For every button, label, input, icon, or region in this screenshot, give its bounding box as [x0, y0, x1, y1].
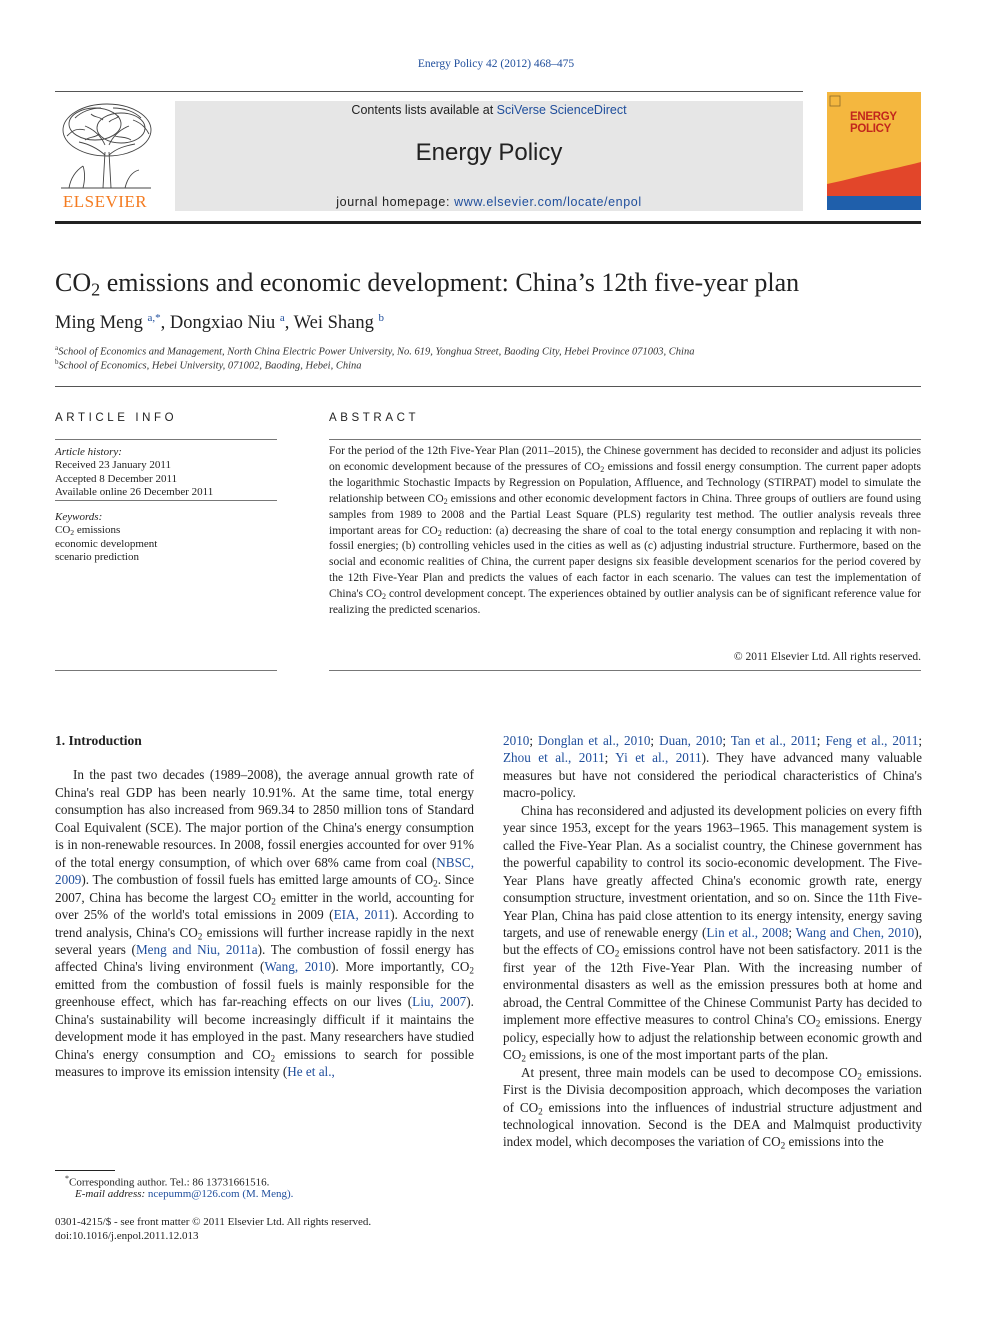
- affiliation-text: School of Economics, Hebei University, 071002, Baoding, Hebei, China: [58, 360, 362, 372]
- article-info-heading: ARTICLE INFO: [55, 412, 178, 424]
- reference-link[interactable]: Wang and Chen, 2010: [795, 924, 915, 940]
- reference-link[interactable]: Tan et al., 2011: [730, 733, 817, 748]
- keywords-label: Keywords:: [55, 511, 103, 523]
- body-paragraph: China has reconsidered and adjusted its development policies on every fifth year since 1953, except for the years 1963–1965. This management system is called the Five-Year Plan. As a socialist country, the Chinese government has the powerful capability to control its socio-economic development. The Five-Year Plans have greatly affected China's economic growth rate, energy consumption structure, investment orientation, and so on. Since the 11th Five-Year Plan, China has paid close attention to its energy intensity, energy saving targets, and use of renewable energy (Lin et al., 2008; Wang and Chen, 2010), but the effects of $CO_2$ emissions control have not been satisfactory. 2011 is the first year of the 12th Five-Year Plan. With the increasing number of environmental disasters as well as the emission pressures both at home and abroad, the Central Committee of the Chinese Communist Party has decided to implement more effective measures to control China's $CO_2$ emissions. Energy policy, especially how to adjust the relationship between economic growth and $CO_2$ emissions, is one of the most important parts of the plan.: [503, 802, 922, 1064]
- affiliation-text: School of Economics and Management, North China Electric Power University, No. 619, Yonghua Street, Baoding City, Hebei Province 071003, China: [58, 346, 695, 358]
- reference-link[interactable]: Liu, 2007: [412, 994, 467, 1010]
- article-info-rule: [55, 439, 277, 440]
- author-name[interactable]: Dongxiao Niu: [169, 313, 276, 334]
- author-name[interactable]: Wei Shang: [293, 313, 374, 334]
- corresponding-author-text: Corresponding author. Tel.: 86 13731661516.: [69, 1176, 270, 1189]
- sciencedirect-link[interactable]: SciVerse ScienceDirect: [496, 103, 627, 117]
- email-link[interactable]: ncepumm@126.com (M. Meng).: [147, 1188, 294, 1200]
- accepted-date: Accepted 8 December 2011: [55, 472, 178, 485]
- cover-title: [850, 111, 897, 135]
- abstract-heading: ABSTRACT: [329, 412, 420, 424]
- abstract-text: For the period of the 12th Five-Year Plan (2011–2015), the Chinese government has decided to reconsider and adjust its policies on economic development because of the pressures of $CO_2$ emissions and fossil energy consumption. The current paper adopts the logarithmic Stochastic Impacts by Regression on Population, Affluence, and Technology (STIRPAT) model to simulate the relationship between $CO_2$ emissions and other economic development factors in China. Three groups of outliers are found using samples from 1989 to 2008 and the Partial Least Square (PLS) regularity test method. The outlier analysis reveals three important areas for $CO_2$ reduction: (a) decreasing the share of coal to the total energy consumption and replacing it with non-fossil energies; (b) controlling vehicles used in the cities as well as (c) adjusting industrial structure. Furthermore, based on the social and economic realities of China, the current paper designs six feasible development scenarios for the period covered by the 12th Five-Year Plan and predicts the values of each factor in each scenario. The values can test the implementation of China's $CO_2$ control development concept. The experiences obtained by outlier analysis can be of significant reference value for realizing the predicted scenarios.: [329, 445, 921, 617]
- reference-link[interactable]: Donglan et al., 2010: [538, 733, 651, 748]
- article-title: [55, 268, 921, 298]
- affiliation-mark: b: [55, 358, 59, 366]
- masthead-bottom-rule: [55, 221, 921, 224]
- reference-link[interactable]: Duan, 2010: [659, 733, 723, 748]
- corresponding-author-note: *Corresponding author. Tel.: 86 13731661516.: [65, 1174, 270, 1189]
- author-marks[interactable]: b: [378, 312, 385, 324]
- author-name[interactable]: Ming Meng: [55, 313, 143, 334]
- reference-link[interactable]: He et al.,: [287, 1064, 335, 1080]
- journal-citation[interactable]: Energy Policy 42 (2012) 468–475: [417, 58, 575, 70]
- footnote-rule: [55, 1170, 115, 1171]
- abstract-rule: [329, 439, 921, 440]
- keyword-item: $CO_2$ emissions: [55, 524, 121, 538]
- body-column-right: [503, 732, 922, 1151]
- reference-link[interactable]: Zhou et al., 2011: [503, 750, 605, 766]
- article-history: [55, 446, 277, 500]
- keyword-item: economic development: [55, 537, 158, 550]
- author-marks[interactable]: a,*: [147, 312, 161, 324]
- title-subscript: 2: [91, 279, 101, 300]
- masthead-top-rule: [55, 91, 803, 92]
- author-marks[interactable]: a: [279, 312, 285, 324]
- reference-link[interactable]: EIA, 2011: [333, 907, 391, 923]
- cover-art: [827, 92, 921, 210]
- body-paragraph: In the past two decades (1989–2008), the average annual growth rate of China's real GDP has been nearly 10.91%. At the same time, total energy consumption has also increased from 969.34 to 2850 million tons of Standard Coal Equivalent (SCE). The major portion of the China's energy consumption is in non-renewable resources. In 2008, fossil energies accounted for over 91% of the total energy consumption, of which over 68% came from coal (NBSC, 2009). The combustion of fossil fuels has emitted large amounts of $CO_2$. Since 2007, China has become the largest $CO_2$ emitter in the world, accounting for over 25% of the world's total emissions in 2009 (EIA, 2011). According to trend analysis, China's $CO_2$ emissions will further increase rapidly in the next several years (Meng and Niu, 2011a). The combustion of fossil energy has affected China's living environment (Wang, 2010). More importantly, $CO_2$ emitted from the combustion of fossil fuels is mainly responsible for the greenhouse effect, which has far-reaching effects on our lives (Liu, 2007). China's sustainability will become increasingly difficult if it maintains the development mode it has employed in the past. Many researchers have studied China's energy consumption and $CO_2$ emissions to search for possible measures to improve its emission intensity (He et al.,: [55, 767, 475, 1080]
- body-paragraph: At present, three main models can be used to decompose $CO_2$ emissions. First is the Divisia decomposition approach, which decomposes the variation of $CO_2$ emissions into the influences of industrial structure adjustment and technological innovation. Second is the DEA and Malmquist productivity index model, which decomposes the variation of $CO_2$ emissions into the: [503, 1064, 923, 1151]
- affiliation-a: [55, 344, 694, 358]
- affiliation-b: [55, 358, 362, 372]
- author-list: Ming Meng $^{a,*}$, Dongxiao Niu $^a$, Wei Shang $^b$: [55, 312, 385, 334]
- body-paragraph: 2010; Donglan et al., 2010; Duan, 2010; Tan et al., 2011; Feng et al., 2011; Zhou et al., 2011; Yi et al., 2011). They have advanced many valuable measures but have not considered the periodical characteristics of China's macro-policy.: [503, 733, 922, 801]
- masthead-box: [175, 101, 803, 211]
- email-label: E-mail address:: [75, 1188, 146, 1200]
- contents-prefix: Contents lists available at: [351, 103, 497, 117]
- cover-title-line1: ENERGY: [850, 111, 897, 123]
- reference-link[interactable]: NBSC, 2009: [55, 854, 474, 888]
- reference-link[interactable]: Meng and Niu, 2011a: [135, 941, 258, 957]
- journal-cover-thumbnail[interactable]: [827, 92, 921, 210]
- reference-link[interactable]: Feng et al., 2011: [825, 733, 919, 748]
- received-date: Received 23 January 2011: [55, 459, 171, 472]
- homepage-prefix: journal homepage:: [336, 195, 455, 209]
- issn-line: 0301-4215/$ - see front matter © 2011 Elsevier Ltd. All rights reserved.: [55, 1216, 372, 1228]
- title-text-pre: CO: [55, 268, 92, 297]
- keyword-item: scenario prediction: [55, 551, 139, 564]
- available-date: Available online 26 December 2011: [55, 486, 214, 499]
- reference-link[interactable]: Yi et al., 2011: [615, 750, 702, 766]
- reference-link[interactable]: 2010: [503, 733, 530, 748]
- elsevier-logo[interactable]: [55, 100, 155, 212]
- history-label: Article history:: [55, 446, 122, 458]
- reference-link[interactable]: Wang, 2010: [264, 959, 332, 975]
- journal-homepage-link[interactable]: www.elsevier.com/locate/enpol: [454, 195, 642, 209]
- abstract-bottom-rule: [329, 670, 921, 671]
- reference-link[interactable]: Lin et al., 2008: [706, 924, 789, 940]
- affiliation-mark: a: [55, 344, 59, 352]
- article-info-bottom-rule: [55, 670, 277, 671]
- section-heading: 1. Introduction: [55, 733, 142, 748]
- contents-line: [175, 103, 803, 117]
- keywords: [55, 511, 277, 565]
- journal-name: Energy Policy: [415, 139, 563, 166]
- cover-title-line2: POLICY: [850, 123, 892, 135]
- header-rule: [55, 386, 921, 387]
- email-note: [55, 1188, 293, 1200]
- history-rule: [55, 500, 277, 501]
- copyright-notice: © 2011 Elsevier Ltd. All rights reserved.: [733, 651, 921, 663]
- body-column-left: [55, 732, 474, 1081]
- homepage-line: [175, 195, 803, 209]
- elsevier-tree-icon: [55, 100, 155, 192]
- elsevier-wordmark: ELSEVIER: [62, 192, 148, 211]
- title-text-post: emissions and economic development: China’s 12th five-year plan: [100, 268, 800, 297]
- doi-line[interactable]: doi:10.1016/j.enpol.2011.12.013: [55, 1230, 199, 1242]
